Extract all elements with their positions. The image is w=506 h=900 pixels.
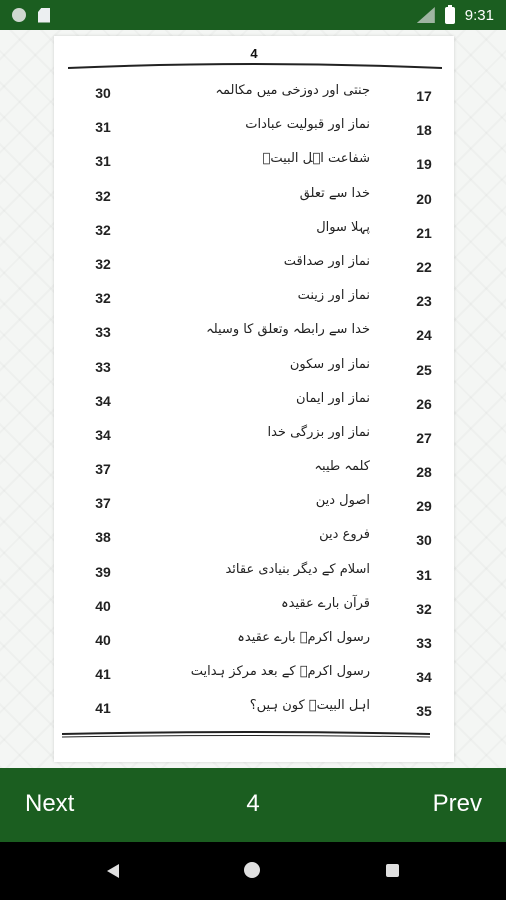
toc-title: نماز اور صداقت <box>283 253 370 269</box>
toc-entry-number: 29 <box>416 498 432 515</box>
home-icon[interactable] <box>244 862 262 880</box>
toc-row <box>54 384 454 418</box>
toc-title: شفاعت اہل البیتؑ <box>262 151 370 167</box>
toc-page-number: 41 <box>95 666 111 683</box>
toc-row <box>54 486 454 520</box>
toc-page-number: 32 <box>95 221 111 238</box>
toc-page-number: 37 <box>95 461 111 478</box>
toc-entry-number: 27 <box>416 429 432 446</box>
toc-row <box>54 350 454 384</box>
toc-row <box>54 623 454 657</box>
toc-title: کلمہ طیبہ <box>314 459 370 475</box>
toc-page-number: 32 <box>95 255 111 272</box>
toc-entry-number: 30 <box>416 532 432 549</box>
toc-title: نماز اور سکون <box>289 356 370 372</box>
toc-row <box>54 589 454 623</box>
toc-row <box>54 213 454 247</box>
toc-row <box>54 691 454 725</box>
toc-page-number: 39 <box>95 563 111 580</box>
toc-page-number: 38 <box>95 529 111 546</box>
toc-entry-number: 33 <box>416 635 432 651</box>
toc-title: اسلام کے دیگر بنیادی عقائد <box>225 561 370 577</box>
toc-page-number: 34 <box>95 392 111 409</box>
toc-page-number: 30 <box>95 85 111 101</box>
toc-title: نماز اور قبولیت عبادات <box>245 117 370 133</box>
toc-title: پہلا سوال <box>316 219 370 235</box>
toc-entry-number: 32 <box>416 600 432 617</box>
toc-title: فروع دین <box>319 527 370 543</box>
toc-title: نماز اور زینت <box>297 288 370 304</box>
bottom-divider <box>62 730 430 740</box>
toc-page-number: 31 <box>95 119 111 136</box>
toc-page-number: 40 <box>95 632 111 648</box>
sd-card-icon <box>38 8 50 23</box>
system-nav-bar <box>0 842 506 900</box>
prev-button[interactable]: Prev <box>432 790 482 817</box>
toc-page-number: 40 <box>95 597 111 614</box>
toc-page-number: 32 <box>95 290 111 307</box>
toc-row <box>54 110 454 144</box>
toc-entry-number: 24 <box>416 327 432 344</box>
toc-title: نماز اور بزرگی خدا <box>267 424 370 440</box>
status-right <box>417 7 494 24</box>
status-bar <box>0 0 506 30</box>
recents-icon[interactable] <box>384 862 402 880</box>
toc-row <box>54 76 454 110</box>
status-time: 9:31 <box>464 6 494 24</box>
top-divider <box>68 62 442 72</box>
document-viewer[interactable] <box>0 30 506 768</box>
toc-title: رسول اکرمؐ بارے عقیدہ <box>237 630 370 645</box>
back-icon[interactable] <box>104 862 122 880</box>
toc-entry-number: 22 <box>416 258 432 275</box>
toc-entry-number: 23 <box>416 293 432 310</box>
toc-row <box>54 179 454 213</box>
toc-row <box>54 520 454 554</box>
document-page[interactable] <box>54 36 454 762</box>
toc-entry-number: 25 <box>416 361 432 378</box>
current-page-indicator: 4 <box>246 790 260 817</box>
toc-page-number: 32 <box>95 187 111 204</box>
next-button[interactable]: Next <box>25 790 75 817</box>
toc-entry-number: 28 <box>416 464 432 481</box>
toc-entry-number: 18 <box>416 122 432 139</box>
signal-icon <box>417 7 435 23</box>
toc-title: خدا سے تعلق <box>299 185 370 201</box>
toc-entry-number: 17 <box>416 88 432 104</box>
toc-page-number: 37 <box>95 495 111 512</box>
notification-dot-icon <box>12 8 26 22</box>
toc-title: اہل البیتؑ کون ہیں؟ <box>249 698 370 714</box>
toc-row <box>54 281 454 315</box>
page-number-label: 4 <box>250 46 258 61</box>
toc-entry-number: 21 <box>416 224 432 241</box>
toc-entry-number: 35 <box>416 703 432 720</box>
toc-title: نماز اور ایمان <box>295 390 370 406</box>
battery-icon <box>445 7 455 24</box>
toc-list <box>54 76 454 726</box>
toc-page-number: 34 <box>95 426 111 443</box>
toc-title: خدا سے رابطہ وتعلق کا وسیلہ <box>206 322 370 338</box>
toc-entry-number: 26 <box>416 395 432 412</box>
toc-page-number: 33 <box>95 358 111 375</box>
toc-entry-number: 34 <box>416 669 432 686</box>
status-left <box>12 8 50 23</box>
toc-row <box>54 144 454 178</box>
toc-row <box>54 657 454 691</box>
toc-row <box>54 418 454 452</box>
toc-row <box>54 247 454 281</box>
toc-row <box>54 315 454 349</box>
toc-page-number: 31 <box>95 153 111 170</box>
toc-page-number: 41 <box>95 700 111 717</box>
toc-title: قرآن بارے عقیدہ <box>281 595 370 611</box>
toc-title: رسول اکرمؐ کے بعد مرکز ہدایت <box>190 664 370 680</box>
toc-entry-number: 20 <box>416 190 432 207</box>
toc-entry-number: 31 <box>416 566 432 583</box>
toc-entry-number: 19 <box>416 156 432 173</box>
toc-row <box>54 555 454 589</box>
page-nav-bar <box>0 768 506 842</box>
toc-row <box>54 452 454 486</box>
toc-title: جنتی اور دوزخی میں مکالمہ <box>215 83 370 98</box>
toc-page-number: 33 <box>95 324 111 341</box>
toc-title: اصول دین <box>315 493 370 509</box>
